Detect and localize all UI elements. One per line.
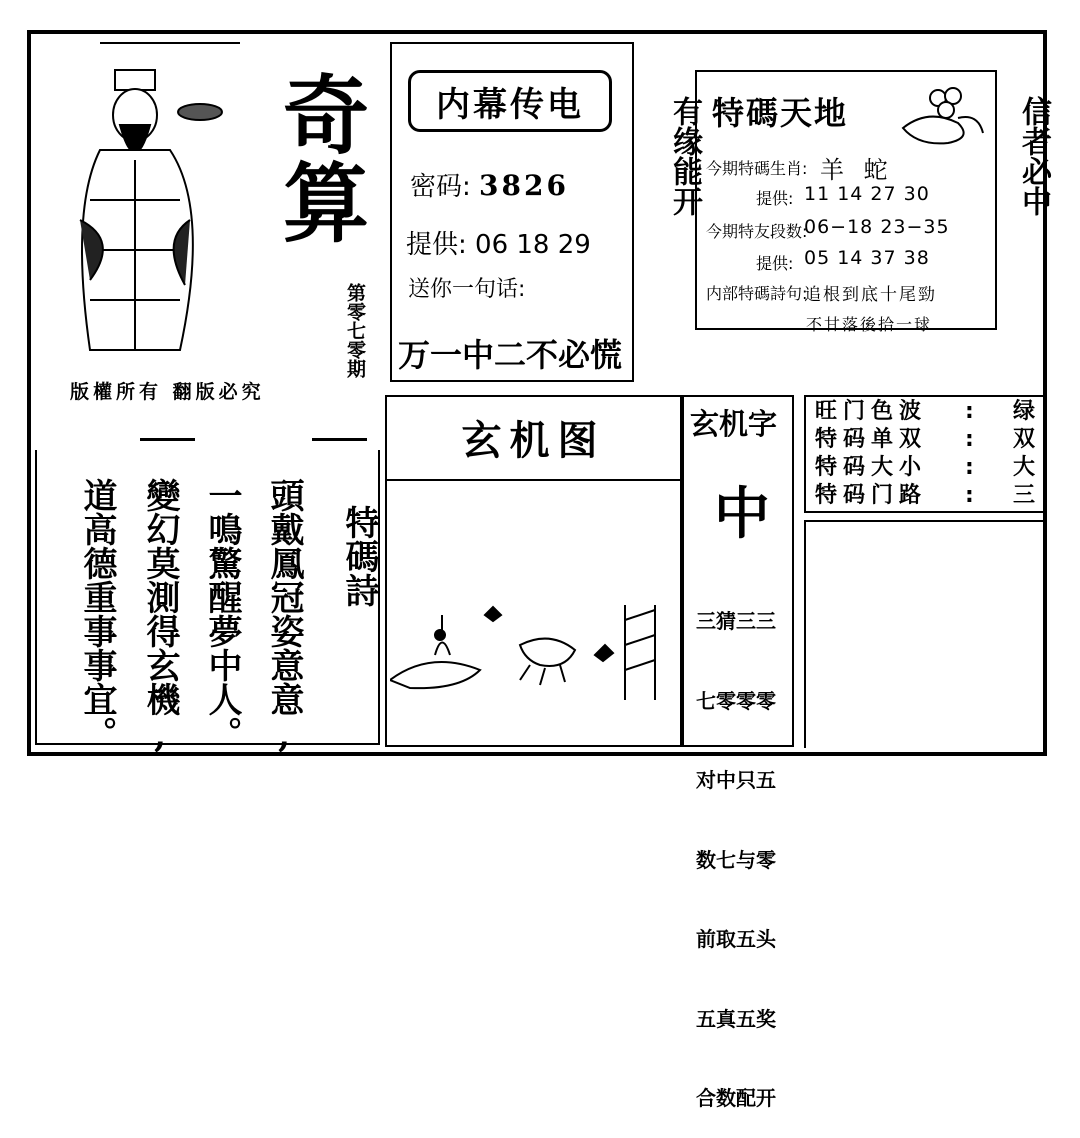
info-colon: : [965,427,974,452]
info-key: 特码大小 [815,455,928,480]
poem-line1: 追根到底十尾勁 [804,285,937,305]
xuanjizi-line: 三猜三三 [696,609,776,633]
info-value: 大 [1012,455,1035,480]
xuanjizi-line: 五真五奖 [696,1006,776,1031]
provide2-label: 提供: [756,254,794,273]
info-value: 绿 [1012,399,1035,424]
lucky-sentence: 万一中二不必慌 [398,336,623,374]
xuanjizi-line: 合数配开 [696,1086,776,1110]
inner-title: 内幕传电 [408,70,612,132]
xuanji-title: 玄机图 [385,395,682,481]
code-row [410,166,569,203]
poem-col: 頭戴鳳冠姿意意, [264,478,304,756]
info-colon: : [965,399,974,424]
code-value: 3826 [479,169,569,202]
empty-panel [804,520,1046,748]
xuanji-picture [390,590,677,710]
provide1-value: 11 14 27 30 [804,183,930,205]
provide1-label: 提供: [756,189,794,208]
info-row [815,482,1035,510]
poem-label: 内部特碼詩句: [706,284,808,303]
poem-col: 一鳴驚醒夢中人。 [202,478,242,750]
side-text-left: 有缘能开 [667,96,702,216]
info-key: 特码门路 [815,483,928,508]
xuanjizi-line: 数七与零 [696,847,776,872]
poem-line2: 不甘落後拾一球 [806,315,933,334]
provide-label: 提供: [406,230,467,260]
poem-rule-right [312,438,367,441]
deity-illustration [60,50,260,370]
info-row [815,398,1035,426]
info-key: 旺门色波 [815,399,928,424]
info-colon: : [965,455,974,480]
grape-vine-icon [898,78,990,150]
info-colon: : [965,483,974,508]
info-row [815,454,1035,482]
xuanjizi-char: 中 [714,482,770,547]
provide2-value: 05 14 37 38 [804,247,930,269]
provide-row [406,224,591,261]
range-label: 今期特友段数: [706,222,808,241]
provide-value: 06 18 29 [475,230,591,260]
side-text-right: 信者必中 [1016,96,1051,216]
range-value: 06−18 23−35 [804,216,950,238]
tema-title: 特碼天地 [712,94,849,132]
info-value: 双 [1012,427,1035,452]
poem-title: 特碼詩 [339,505,379,607]
poem-rule-left [140,438,195,441]
xuanjizi-line: 七零零零 [696,688,776,713]
xuanjizi-title: 玄机字 [690,407,778,441]
info-list [815,398,1035,510]
xuanjizi-line: 前取五头 [696,927,776,951]
top-rule [100,42,240,44]
xuanjizi-line: 对中只五 [696,768,776,792]
code-label: 密码: [410,172,471,202]
main-title: 奇算 [268,70,368,246]
info-key: 特码单双 [815,427,928,452]
info-row [815,426,1035,454]
poem-col: 變幻莫測得玄機, [140,478,180,756]
xuanjizi-lines [696,555,776,1138]
gift-label: 送你一句话: [408,277,526,302]
issue-number: 第零七零期 [344,283,366,378]
info-value: 三 [1012,483,1035,508]
zodiac-label: 今期特碼生肖: [706,159,808,178]
zodiac-value: 羊 蛇 [820,156,894,184]
copyright-notice: 版權所有 翻版必究 [70,381,265,403]
poem-col: 道高德重事事宜。 [77,478,117,750]
